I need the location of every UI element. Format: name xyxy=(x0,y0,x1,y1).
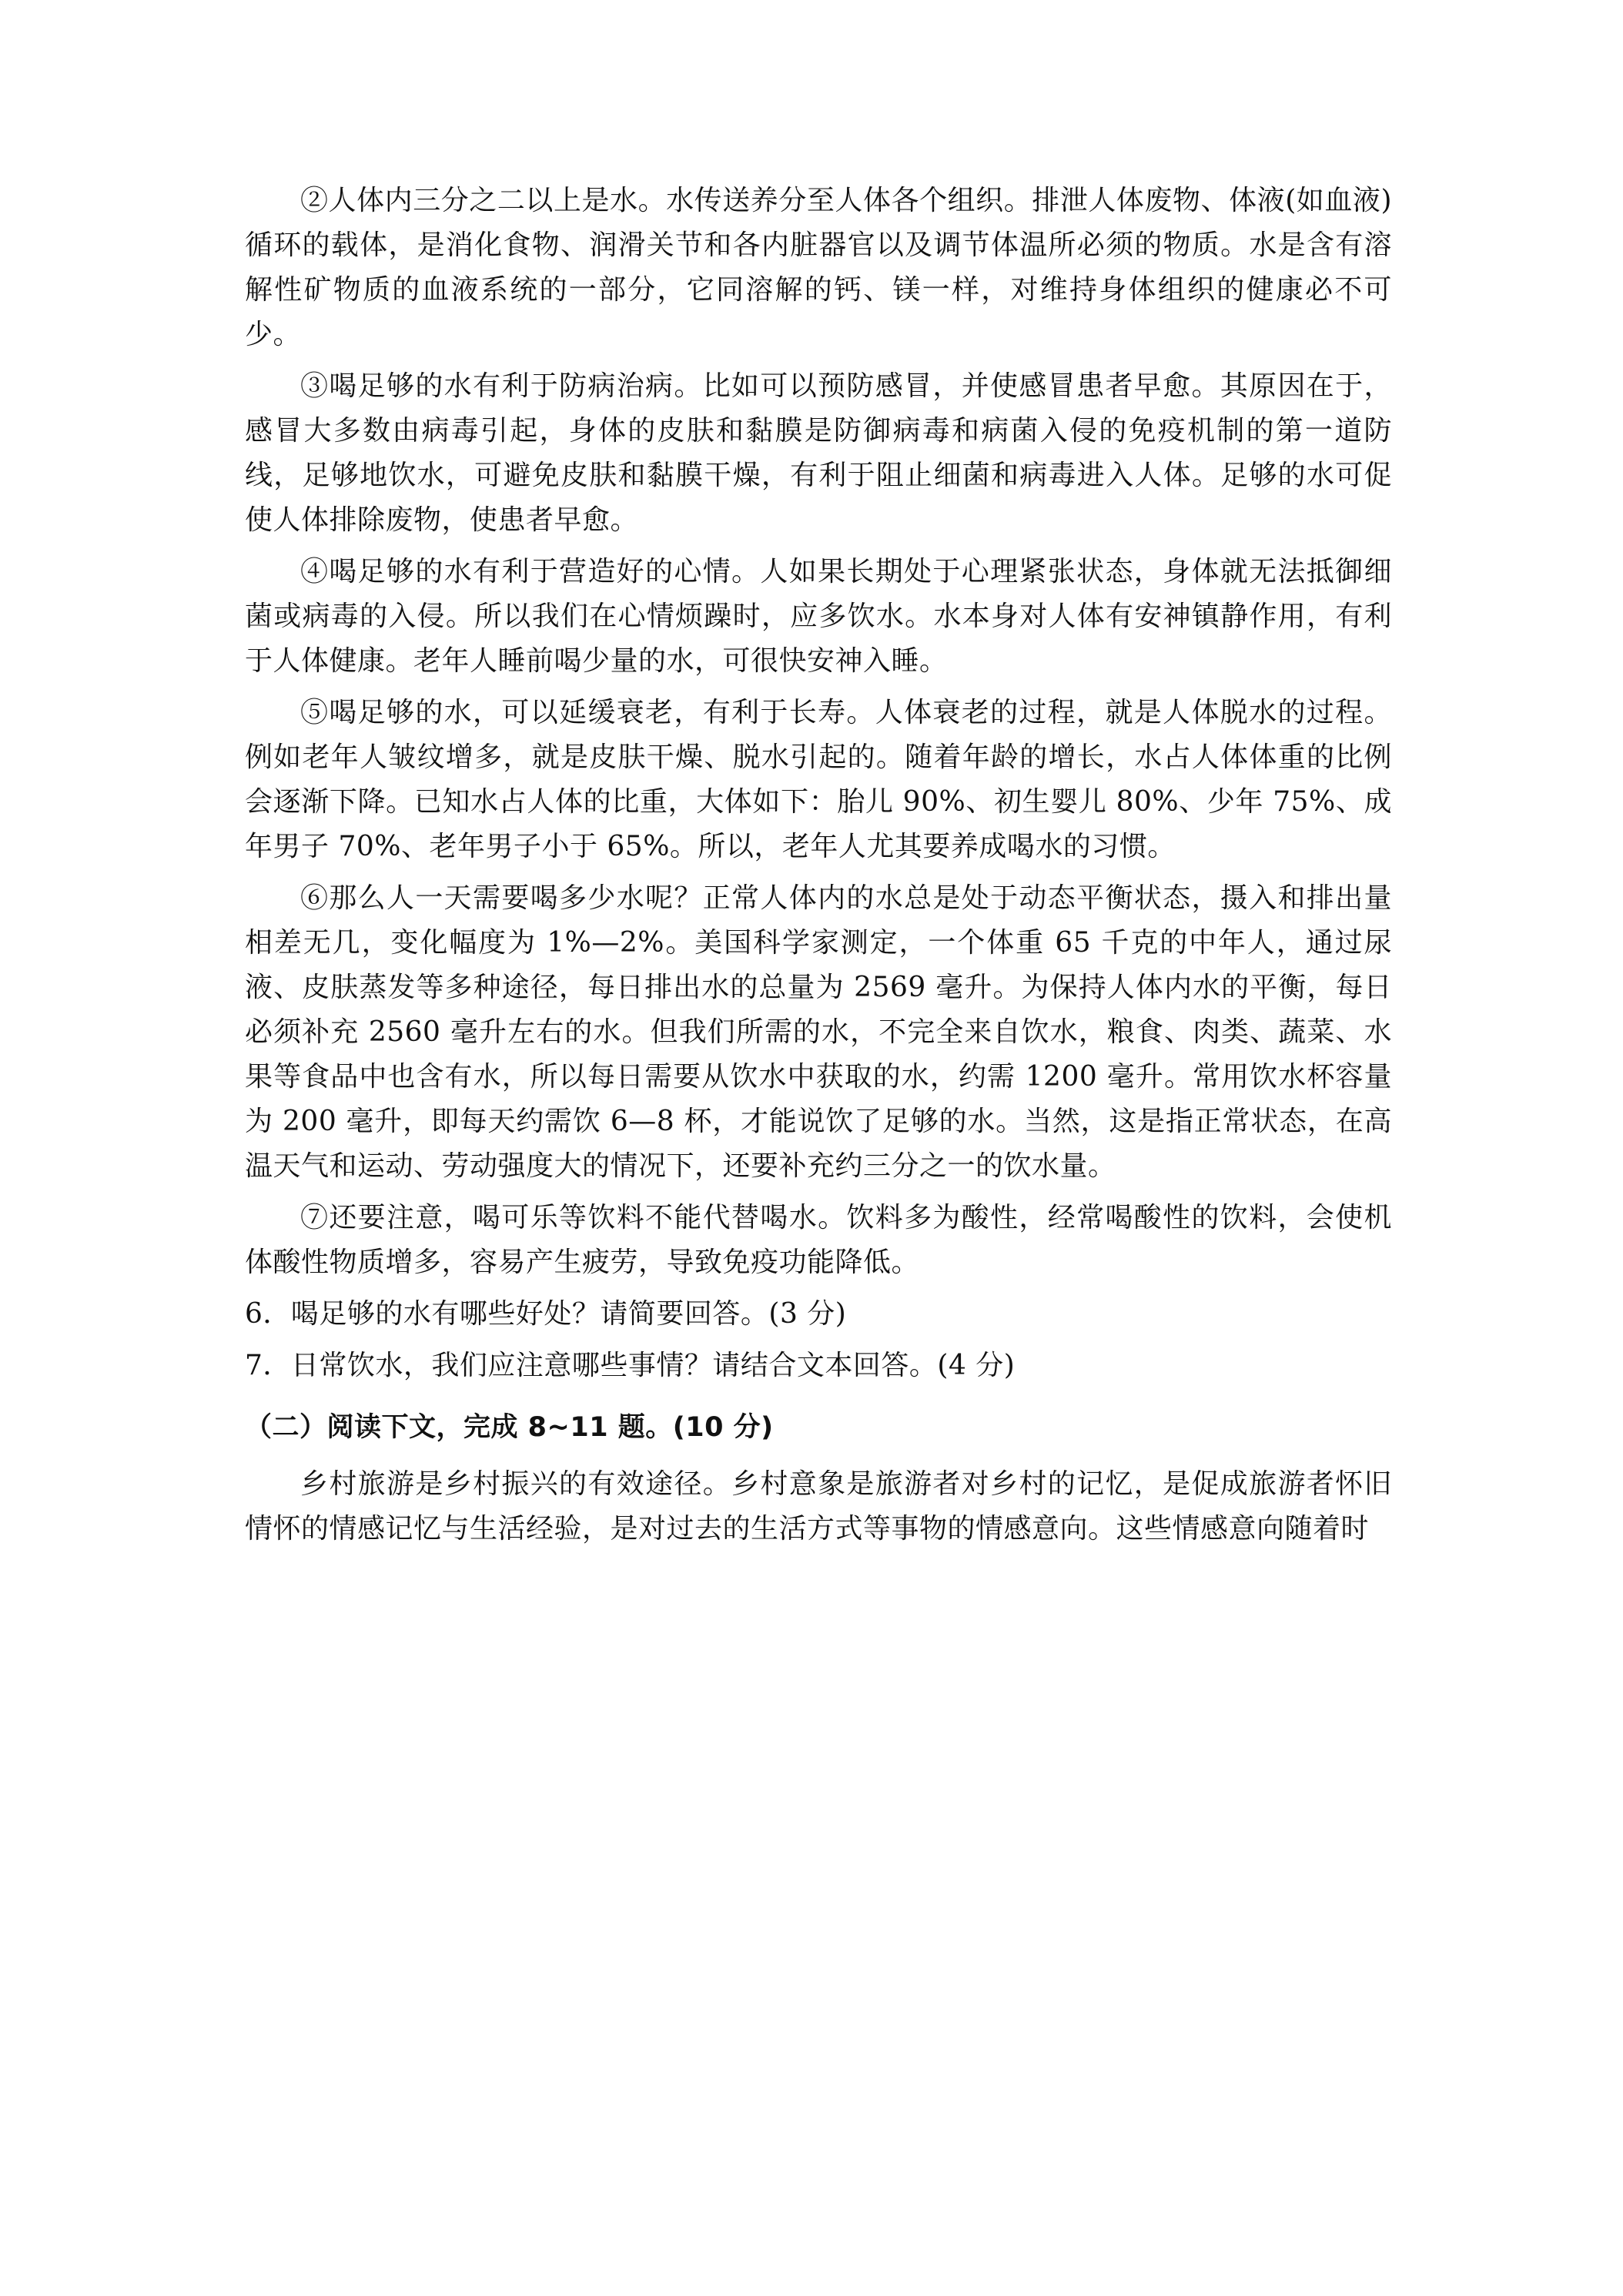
question-6: 6．喝足够的水有哪些好处？请简要回答。(3 分) xyxy=(245,1298,847,1330)
paragraph-2: ②人体内三分之二以上是水。水传送养分至人体各个组织。排泄人体废物、体液(如血液)循环的载体，是消化食物、润滑关节和各内脏器官以及调节体温所必须的物质。水是含有溶解性矿物质的血液系统的一部分，它同溶解的钙、镁一样，对维持身体组织的健康必不可少。 xyxy=(245,185,1392,350)
paragraph-3: ③喝足够的水有利于防病治病。比如可以预防感冒，并使感冒患者早愈。其原因在于，感冒大多数由病毒引起，身体的皮肤和黏膜是防御病毒和病菌入侵的免疫机制的第一道防线，足够地饮水，可避免皮肤和黏膜干燥，有利于阻止细菌和病毒进入人体。足够的水可促使人体排除废物，使患者早愈。 xyxy=(245,370,1392,536)
section-heading: （二）阅读下文，完成 8~11 题。(10 分) xyxy=(245,1412,774,1443)
paragraph-4: ④喝足够的水有利于营造好的心情。人如果长期处于心理紧张状态，身体就无法抵御细菌或病毒的入侵。所以我们在心情烦躁时，应多饮水。水本身对人体有安神镇静作用，有利于人体健康。老年人睡前喝少量的水，可很快安神入睡。 xyxy=(245,556,1392,677)
section-paragraph: 乡村旅游是乡村振兴的有效途径。乡村意象是旅游者对乡村的记忆，是促成旅游者怀旧情怀的情感记忆与生活经验，是对过去的生活方式等事物的情感意向。这些情感意向随着时 xyxy=(245,1468,1392,1545)
paragraph-7: ⑦还要注意，喝可乐等饮料不能代替喝水。饮料多为酸性，经常喝酸性的饮料，会使机体酸性物质增多，容易产生疲劳，导致免疫功能降低。 xyxy=(245,1202,1392,1278)
paragraph-5: ⑤喝足够的水，可以延缓衰老，有利于长寿。人体衰老的过程，就是人体脱水的过程。例如老年人皱纹增多，就是皮肤干燥、脱水引起的。随着年龄的增长，水占人体体重的比例会逐渐下降。已知水占人体的比重，大体如下：胎儿 90%、初生婴儿 80%、少年 75%、成年男子 70%、老年男子小于 65%。所以，老年人尤其要养成喝水的习惯。 xyxy=(245,697,1392,862)
question-7: 7．日常饮水，我们应注意哪些事情？请结合文本回答。(4 分) xyxy=(245,1350,1016,1381)
paragraph-6: ⑥那么人一天需要喝多少水呢？正常人体内的水总是处于动态平衡状态，摄入和排出量相差无几，变化幅度为 1%—2%。美国科学家测定，一个体重 65 千克的中年人，通过尿液、皮肤蒸发等多种途径，每日排出水的总量为 2569 毫升。为保持人体内水的平衡，每日必须补充 2560 毫升左右的水。但我们所需的水，不完全来自饮水，粮食、肉类、蔬菜、水果等食品中也含有水，所以每日需要从饮水中获取的水，约需 1200 毫升。常用饮水杯容量为 200 毫升，即每天约需饮 6—8 杯，才能说饮了足够的水。当然，这是指正常状态，在高温天气和运动、劳动强度大的情况下，还要补充约三分之一的饮水量。 xyxy=(245,882,1392,1182)
